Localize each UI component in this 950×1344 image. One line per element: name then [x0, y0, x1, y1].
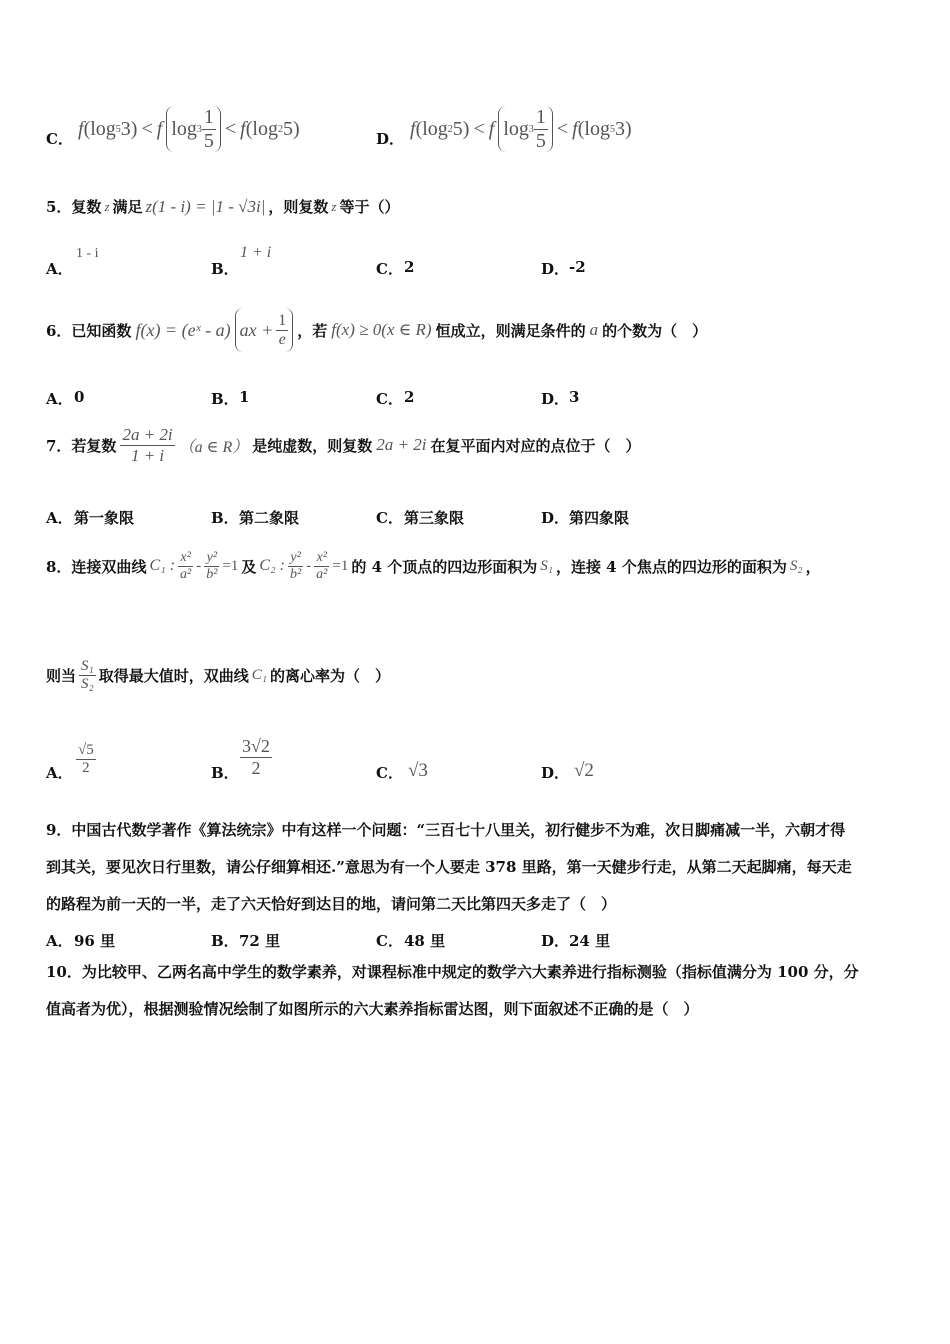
- q5-text: ，则复数: [268, 198, 329, 216]
- q6-text: ，若: [297, 321, 328, 340]
- q5-option-d-value: -2: [569, 258, 586, 276]
- frac-den: 5: [535, 129, 546, 152]
- q6-option-c-label: C．: [376, 390, 403, 408]
- expr-arg: 5: [452, 117, 463, 140]
- q8-text: 取得最大值时，双曲线: [98, 666, 249, 685]
- frac-den: b²: [289, 566, 302, 582]
- q9-option-a-value: 96 里: [74, 932, 116, 950]
- frac-den: 5: [203, 129, 214, 152]
- q8-text: 及: [241, 557, 257, 576]
- q5-option-d-label: D．: [541, 260, 570, 278]
- q8-option-d-value: √2: [574, 760, 594, 781]
- q5-option-b-label: B．: [211, 260, 239, 278]
- q9-line-3: 的路程为前一天的一半，走了六天恰好到达目的地，请问第二天比第四天多走了（ ）: [46, 895, 617, 913]
- expr-f: f: [572, 117, 578, 140]
- q7-condition: （a ∈ R）: [178, 438, 249, 456]
- q5-option-a-label: A．: [46, 260, 73, 278]
- q7-option-b-label: B．: [211, 509, 239, 527]
- q5-equation: z(1 - i) = |1 - √3i|: [145, 196, 266, 216]
- q8-text: 的离心率为（ ）: [269, 666, 390, 685]
- q8-eq: =1: [222, 557, 239, 574]
- q7-option-a-value: 第一象限: [74, 509, 135, 527]
- q6-number: 6．已知函数: [46, 321, 132, 340]
- expr-lt: <: [473, 117, 485, 140]
- q8-number: 8．连接双曲线: [46, 557, 147, 576]
- frac-den: 2: [251, 758, 261, 778]
- frac-num: 1: [278, 311, 287, 329]
- q5-var-z: z: [104, 198, 110, 214]
- q6-option-a-value: 0: [74, 388, 85, 406]
- q5-var-z: z: [331, 198, 337, 214]
- q9-option-b-label: B．: [211, 932, 239, 950]
- q8-option-a-label: A．: [46, 764, 73, 782]
- expr-base: 5: [609, 123, 615, 135]
- expr-base: 3: [528, 123, 534, 135]
- q4-option-d-label: D．: [376, 130, 405, 148]
- frac-den: a²: [316, 566, 328, 582]
- q9-option-b-value: 72 里: [239, 932, 281, 950]
- expr-lt: <: [556, 117, 569, 140]
- expr-base: 3: [196, 123, 202, 135]
- frac-num: 1: [203, 105, 214, 128]
- frac-num: y²: [204, 550, 219, 567]
- expr-base: 2: [277, 123, 283, 135]
- q9-option-c-label: C．: [376, 932, 403, 950]
- q8-minus: -: [196, 557, 202, 574]
- q8-option-b-label: B．: [211, 764, 239, 782]
- q6-option-d-label: D．: [541, 390, 570, 408]
- expr-base: 5: [115, 123, 121, 135]
- expr-log: log: [90, 117, 116, 140]
- q9-option-a-label: A．: [46, 932, 73, 950]
- question-8-stem-line2: [46, 650, 390, 700]
- q4-option-d-expr: f ( log 2 5 ) < f log 3 $\frac{1}{5}$ < f ( log 5 3 ): [410, 105, 632, 152]
- q5-option-a-value: 1 - i: [76, 246, 99, 261]
- q7-text: 在复平面内对应的点位于（ ）: [430, 436, 641, 455]
- expr-log: log: [584, 117, 610, 140]
- q6-option-a-label: A．: [46, 390, 73, 408]
- q10-line-1: 10．为比较甲、乙两名高中学生的数学素养，对课程标准中规定的数学六大素养进行指标测验（指标值满分为 100 分，分: [46, 963, 859, 981]
- expr-arg: 5: [282, 117, 293, 140]
- q6-option-b-value: 1: [239, 388, 250, 406]
- expr-f: f: [488, 117, 495, 140]
- q7-expr: 2a + 2i: [376, 435, 427, 454]
- frac-num: 1: [535, 105, 546, 128]
- q9-option-d-value: 24 里: [569, 932, 611, 950]
- frac-den: 1 + i: [130, 445, 165, 465]
- q8-c1: C₁: [251, 666, 267, 683]
- expr-log: log: [503, 117, 529, 140]
- frac-num: x²: [178, 550, 193, 567]
- q6-option-d-value: 3: [569, 388, 580, 406]
- question-7-stem: [46, 420, 641, 470]
- expr-base: 2: [447, 123, 453, 135]
- q7-text: 是纯虚数，则复数: [252, 436, 373, 455]
- q6-option-b-label: B．: [211, 390, 239, 408]
- q8-s2: S₂: [789, 557, 803, 574]
- q9-line-1: 9．中国古代数学著作《算法统宗》中有这样一个问题：“三百七十八里关，初行健步不为难，次日脚痛减一半，六朝才得: [46, 821, 846, 839]
- frac-den: e: [278, 330, 286, 348]
- q5-option-b-value: 1 + i: [240, 244, 272, 261]
- expr-lt: <: [141, 117, 153, 140]
- q8-option-c-label: C．: [376, 764, 403, 782]
- q6-var-a: a: [589, 320, 599, 339]
- q4-option-c-expr: f ( log 5 3 ) < f log 3 $\frac{1}{5}$ < f ( log 2 5 ): [78, 105, 300, 152]
- q7-option-c-label: C．: [376, 509, 403, 527]
- q6-function: f(x) = (eˣ - a): [135, 319, 231, 340]
- q6-function-part: ax +: [239, 319, 274, 340]
- q8-minus: -: [306, 557, 312, 574]
- question-5-stem: [46, 196, 399, 217]
- q6-condition: f(x) ≥ 0(x ∈ R): [331, 320, 432, 339]
- expr-arg: 3: [614, 117, 625, 140]
- expr-f: f: [410, 117, 416, 140]
- q7-option-c-value: 第三象限: [404, 509, 465, 527]
- q8-text: 则当: [46, 666, 77, 685]
- q9-option-d-label: D．: [541, 932, 570, 950]
- q9-option-c-value: 48 里: [404, 932, 446, 950]
- q7-option-b-value: 第二象限: [239, 509, 300, 527]
- q8-c1: C₁ :: [149, 557, 176, 574]
- q8-text: ，连接 4 个焦点的四边形的面积为: [555, 557, 787, 576]
- q7-option-d-label: D．: [541, 509, 570, 527]
- frac-num: y²: [288, 550, 303, 567]
- frac-den: b²: [206, 566, 218, 582]
- frac-den: a²: [180, 566, 192, 582]
- expr-lt: <: [224, 117, 237, 140]
- question-8-stem: [46, 542, 821, 590]
- frac-den: 2: [82, 760, 90, 776]
- q8-s1: S₁: [540, 557, 553, 574]
- expr-log: log: [422, 117, 448, 140]
- q6-text: 恒成立，则满足条件的: [435, 321, 586, 340]
- q8-text: 的 4 个顶点的四边形面积为: [351, 557, 538, 576]
- frac-num: S₁: [81, 657, 94, 674]
- expr-arg: 3: [120, 117, 131, 140]
- expr-f: f: [240, 117, 246, 140]
- question-6-stem: [46, 305, 707, 355]
- q8-eq: =1: [332, 557, 349, 574]
- q8-text: ，: [805, 557, 821, 576]
- q5-option-c-label: C．: [376, 260, 403, 278]
- q5-text: 满足: [112, 198, 143, 216]
- frac-num: 2a + 2i: [122, 424, 173, 444]
- expr-f: f: [156, 117, 163, 140]
- frac-num: 3√2: [242, 736, 270, 756]
- q7-number: 7．若复数: [46, 436, 117, 455]
- expr-f: f: [78, 117, 84, 140]
- q9-line-2: 到其关，要见次日行里数，请公仔细算相还.”意思为有一个人要走 378 里路，第一天健步行走，从第二天起脚痛，每天走: [46, 858, 852, 876]
- q8-option-c-value: √3: [408, 760, 428, 781]
- q8-option-d-label: D．: [541, 764, 570, 782]
- expr-log: log: [252, 117, 278, 140]
- q4-option-c-label: C．: [46, 130, 73, 148]
- frac-num: √5: [78, 742, 94, 758]
- frac-num: x²: [314, 550, 329, 567]
- q5-text: 等于（）: [339, 198, 400, 216]
- q8-c2: C₂ :: [259, 557, 285, 574]
- q6-text: 的个数为（ ）: [602, 321, 708, 340]
- q5-number: 5．复数: [46, 198, 102, 216]
- q7-option-a-label: A．: [46, 509, 73, 527]
- q5-option-c-value: 2: [404, 258, 415, 276]
- q10-line-2: 值高者为优），根据测验情况绘制了如图所示的六大素养指标雷达图，则下面叙述不正确的是（ ）: [46, 1000, 699, 1018]
- q6-option-c-value: 2: [404, 388, 415, 406]
- q7-option-d-value: 第四象限: [569, 509, 630, 527]
- expr-log: log: [171, 117, 197, 140]
- frac-den: S₂: [81, 675, 94, 692]
